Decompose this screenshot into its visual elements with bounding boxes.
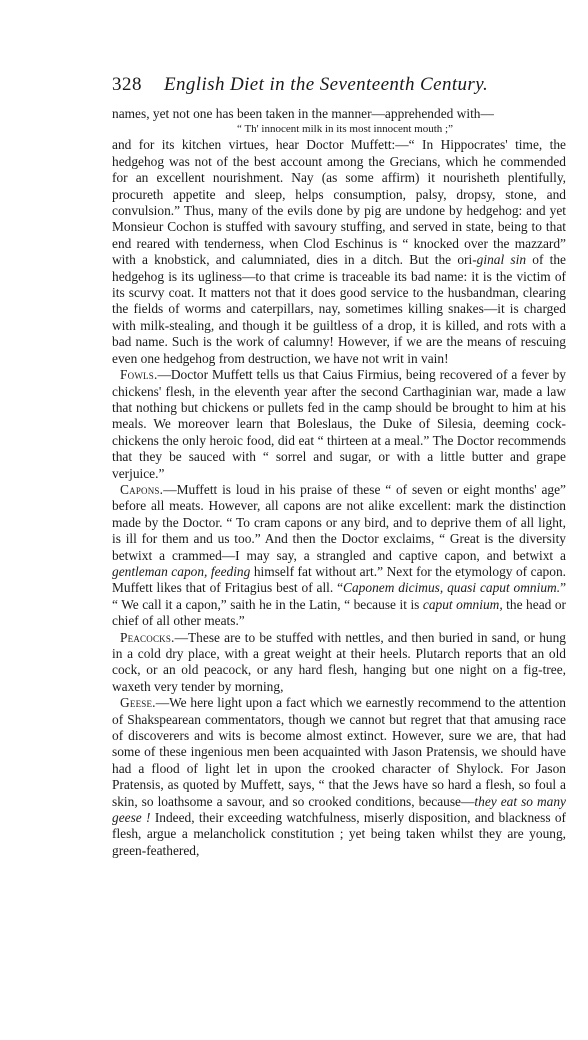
peacocks-heading: Peacocks.: [120, 629, 175, 645]
capons-text-1: —Muffett is loud in his praise of these “ of seven or eight months' age” before all meats. However, all capons are not alike excellent: mark the distinction made by the Doctor. “ To cram capons or any bird, and to deprive them of all light, is ill for them and us too.” And then the Doctor exclaims, “ Great is the diversity betwixt a crammed—I may say, a strangled and captive capon, and betwixt a: [112, 481, 566, 563]
fowls-paragraph: [112, 367, 566, 482]
peacocks-paragraph: [112, 630, 566, 696]
capons-paragraph: [112, 482, 566, 630]
capons-text-2: himself fat without art.” Next for the etymology of capon. Muffett likes that of Fritagius best of all. “: [112, 563, 566, 596]
capons-heading: Capons.: [120, 481, 164, 497]
peacocks-text: —These are to be stuffed with nettles, and then buried in sand, or hung in a cold dry place, with a great weight at their heels. Plutarch reports that an old cock, or an old peacock, or any hard flesh, hanging but one night on a fig-tree, waxeth very tender by morning,: [112, 629, 566, 694]
geese-italic: they eat so many geese !: [112, 793, 566, 826]
page-number: 328: [112, 74, 142, 95]
geese-text-1: —We here light upon a fact which we earnestly recommend to the attention of Shakspearean commentators, though we cannot but regret that that amusing race of discoverers and wits is become almost extinct. However, sure we are, that had some of these ingenious men been acquainted with Jason Pratensis, we should have had a flood of light let in upon the crooked character of Shylock. For Jason Pratensis, as quoted by Muffett, says, “ that the Jews have so hard a flesh, so foul a skin, so loathsome a savour, and so crooked conditions, because—: [112, 695, 566, 809]
geese-text-2: Indeed, their exceeding watchfulness, miserly disposition, and blackness of flesh, argue a melancholick constitution ; yet being taken whilst they are young, green-feathered,: [112, 810, 566, 858]
page-header: [112, 74, 566, 100]
fowls-heading: Fowls.: [120, 367, 158, 383]
fowls-text: —Doctor Muffett tells us that Caius Firmius, being recovered of a fever by chickens' flesh, in the eleventh year after the second Carthaginian war, made a law that nothing but chickens or pullets fed in the camp should be brought to him at his meals. We moreover learn that Boleslaus, the Duke of Silesia, deeming cock-chickens the only heroic food, did eat “ thirteen at a meal.” The Doctor recommends that they be sauced with “ sorrel and sugar, or with a little butter and grape verjuice.”: [112, 367, 566, 481]
verse-quote: “ Th' innocent milk in its most innocent mouth ;”: [237, 123, 453, 136]
geese-paragraph: [112, 695, 566, 859]
capons-italic-1: gentleman capon, feeding: [112, 563, 251, 579]
hedgehog-text-1: and for its kitchen virtues, hear Doctor Muffett:—“ In Hippocrates' time, the hedgehog was not of the best account among the Grecians, which he commended for an excellent nourishment. Nay (as some affirm) it nourisheth plentifully, procureth appetite and sleep, helps consumption, palsy, dropsy, stone, and convulsion.” Thus, many of the evils done by pig are undone by hedgehog: and yet Monsieur Cochon is stuffed with savoury stuffing, and served in state, being to that end reared with tenderness, when Clod Eschinus is “ knocked over the mazzard” with a knobstick, and calumniated, dies in a ditch. But the ori-: [112, 137, 566, 268]
capons-italic-2: Caponem dicimus, quasi caput omnium.: [343, 580, 561, 596]
body-text: [112, 106, 566, 859]
capons-text-4: the head or chief of all other meats.”: [112, 596, 567, 629]
geese-heading: Geese.: [120, 695, 156, 711]
running-title: English Diet in the Seventeenth Century.: [164, 74, 489, 95]
book-page: [112, 74, 566, 859]
hedgehog-italic: ginal sin: [476, 252, 527, 268]
capons-text-3: ” “ We call it a capon,” saith he in the Latin, “ because it is: [112, 580, 567, 612]
capons-italic-3: caput omnium,: [422, 596, 503, 612]
lead-line: names, yet not one has been taken in the manner—apprehended with—: [112, 106, 494, 121]
hedgehog-paragraph: [112, 137, 566, 367]
hedgehog-text-2: of the hedgehog is its ugliness—to that crime is traceable its bad name: it is the victim of its scurvy coat. It matters not that it does good service to the husbandman, clearing the fields of worms and caterpillars, nay, sometimes killing snakes—it is charged with milk-stealing, and though it be guiltless of a drop, it is killed, and rots with a bad name. Such is the work of calumny! However, if we are the means of rescuing even one hedgehog from destruction, we have not writ in vain!: [112, 252, 566, 366]
